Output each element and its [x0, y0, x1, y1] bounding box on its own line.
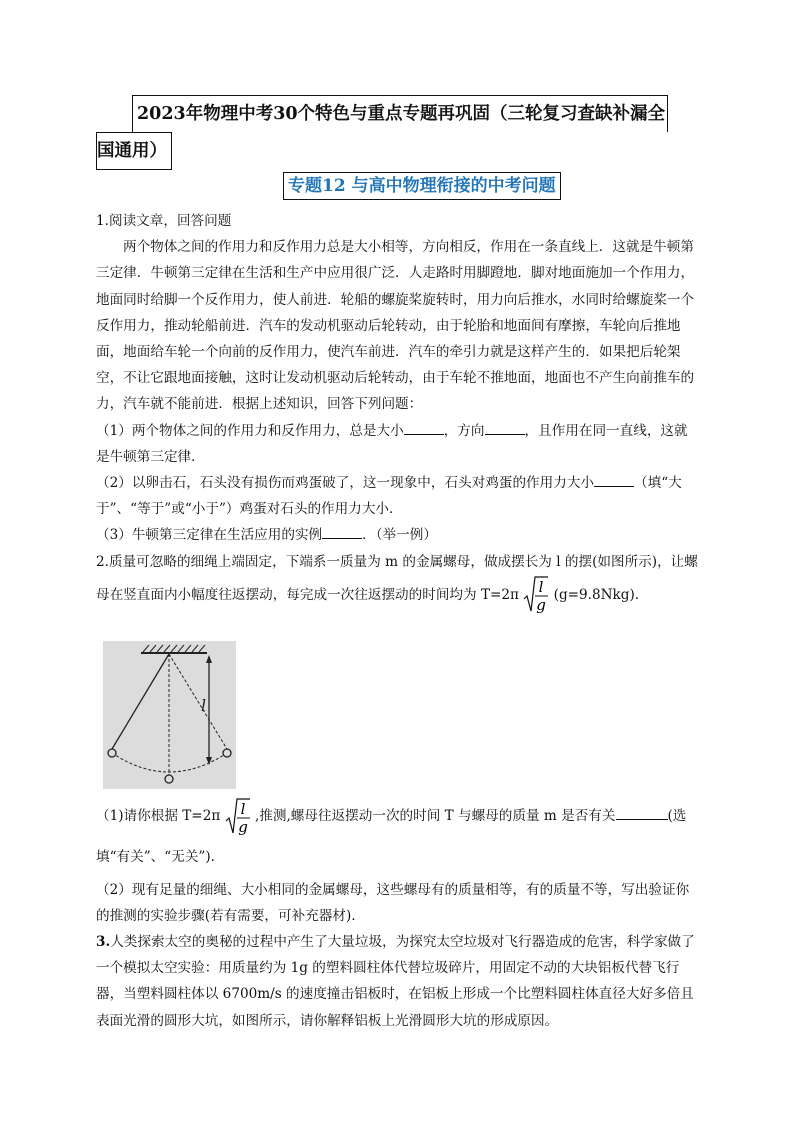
q1-stem: 1.阅读文章，回答问题	[96, 213, 232, 229]
answer-blank[interactable]	[616, 805, 668, 820]
pendulum-figure	[103, 641, 236, 789]
pendulum-drawing	[103, 641, 236, 789]
question-1-block	[96, 208, 700, 615]
formula-numerator: l	[538, 578, 544, 597]
title-line-1: 2023年物理中考30个特色与重点专题再巩固（三轮复习查缺补漏全	[132, 95, 668, 132]
sqrt-l-over-g-formula	[523, 575, 549, 615]
section-subtitle: 专题12 与高中物理衔接的中考问题	[283, 172, 561, 200]
answer-blank[interactable]	[594, 472, 634, 487]
sqrt-l-over-g-formula	[225, 797, 251, 837]
formula-denominator: g	[536, 596, 547, 615]
q1-passage: 两个物体之间的作用力和反作用力总是大小相等，方向相反，作用在一条直线上．这就是牛顿第三定律．牛顿第三定律在生活和生产中应用很广泛．人走路时用脚蹬地．脚对地面施加一个作用力，地面同时给脚一个反作用力，使人前进．轮船的螺旋桨旋转时，用力向后推水，水同时给螺旋桨一个反作用力，推动轮船前进．汽车的发动机驱动后轮转动，由于轮胎和地面间有摩擦，车轮向后推地面，地面给车轮一个向前的反作用力，使汽车前进．汽车的牵引力就是这样产生的．如果把后轮架空，不让它跟地面接触，这时让发动机驱动后轮转动，由于车轮不推地面，地面也不产生向前推车的力，汽车就不能前进．根据上述知识，回答下列问题：	[96, 239, 695, 413]
answer-blank[interactable]	[322, 524, 362, 539]
q2-stem-line1: 2.质量可忽略的细绳上端固定，下端系一质量为 m 的金属螺母，做成摆长为 l 的摆(如图所示)，让螺	[96, 553, 698, 570]
q2-stem-line2: 母在竖直面内小幅度往返摆动，每完成一次往返摆动的时间均为 T=2π l g (g=9.8Nkg).	[96, 575, 700, 616]
q1-sub2: （2）以卵击石，石头没有损伤而鸡蛋破了，这一现象中，石头对鸡蛋的作用力大小 （填“大于”、“等于”或“小于”）鸡蛋对石头的作用力大小．	[96, 470, 700, 522]
answer-blank[interactable]	[404, 420, 444, 435]
title-line-2: 国通用）	[96, 132, 172, 170]
length-label: l	[201, 696, 207, 715]
answer-blank[interactable]	[485, 420, 525, 435]
q3-number: 3.	[96, 933, 111, 950]
formula-denominator: g	[237, 817, 248, 836]
q2-sub1: （1)请你根据 T=2π l g ,推测,螺母往返摆动一次的时间 T 与螺母的质量 m 是否有关 (选填“有关”、“无关”).	[96, 796, 700, 877]
question-2-3-block	[96, 796, 700, 1034]
q1-sub3: （3）牛顿第三定律在生活应用的实例 ．（举一例）	[96, 522, 700, 548]
q1-sub1: （1）两个物体之间的作用力和反作用力，总是大小 ，方向 ，且作用在同一直线，这就是牛顿第三定律．	[96, 418, 700, 470]
q3-text: 3.人类探索太空的奥秘的过程中产生了大量垃圾，为探究太空垃圾对飞行器造成的危害，科学家做了一个模拟太空实验：用质量约为 1g 的塑料圆柱体代替垃圾碎片，用固定不动的大块铝板代替飞行器，当塑料圆柱体以 6700m/s 的速度撞击铝板时，在铝板上形成一个比塑料圆柱体直径大好多倍且表面光滑的圆形大坑，如图所示，请你解释铝板上光滑圆形大坑的形成原因。	[96, 933, 695, 1029]
q2-sub2: （2）现有足量的细绳、大小相同的金属螺母，这些螺母有的质量相等，有的质量不等，写出验证你的推测的实验步骤(若有需要，可补充器材).	[96, 881, 690, 924]
formula-numerator: l	[240, 799, 246, 818]
document-title	[96, 95, 696, 170]
